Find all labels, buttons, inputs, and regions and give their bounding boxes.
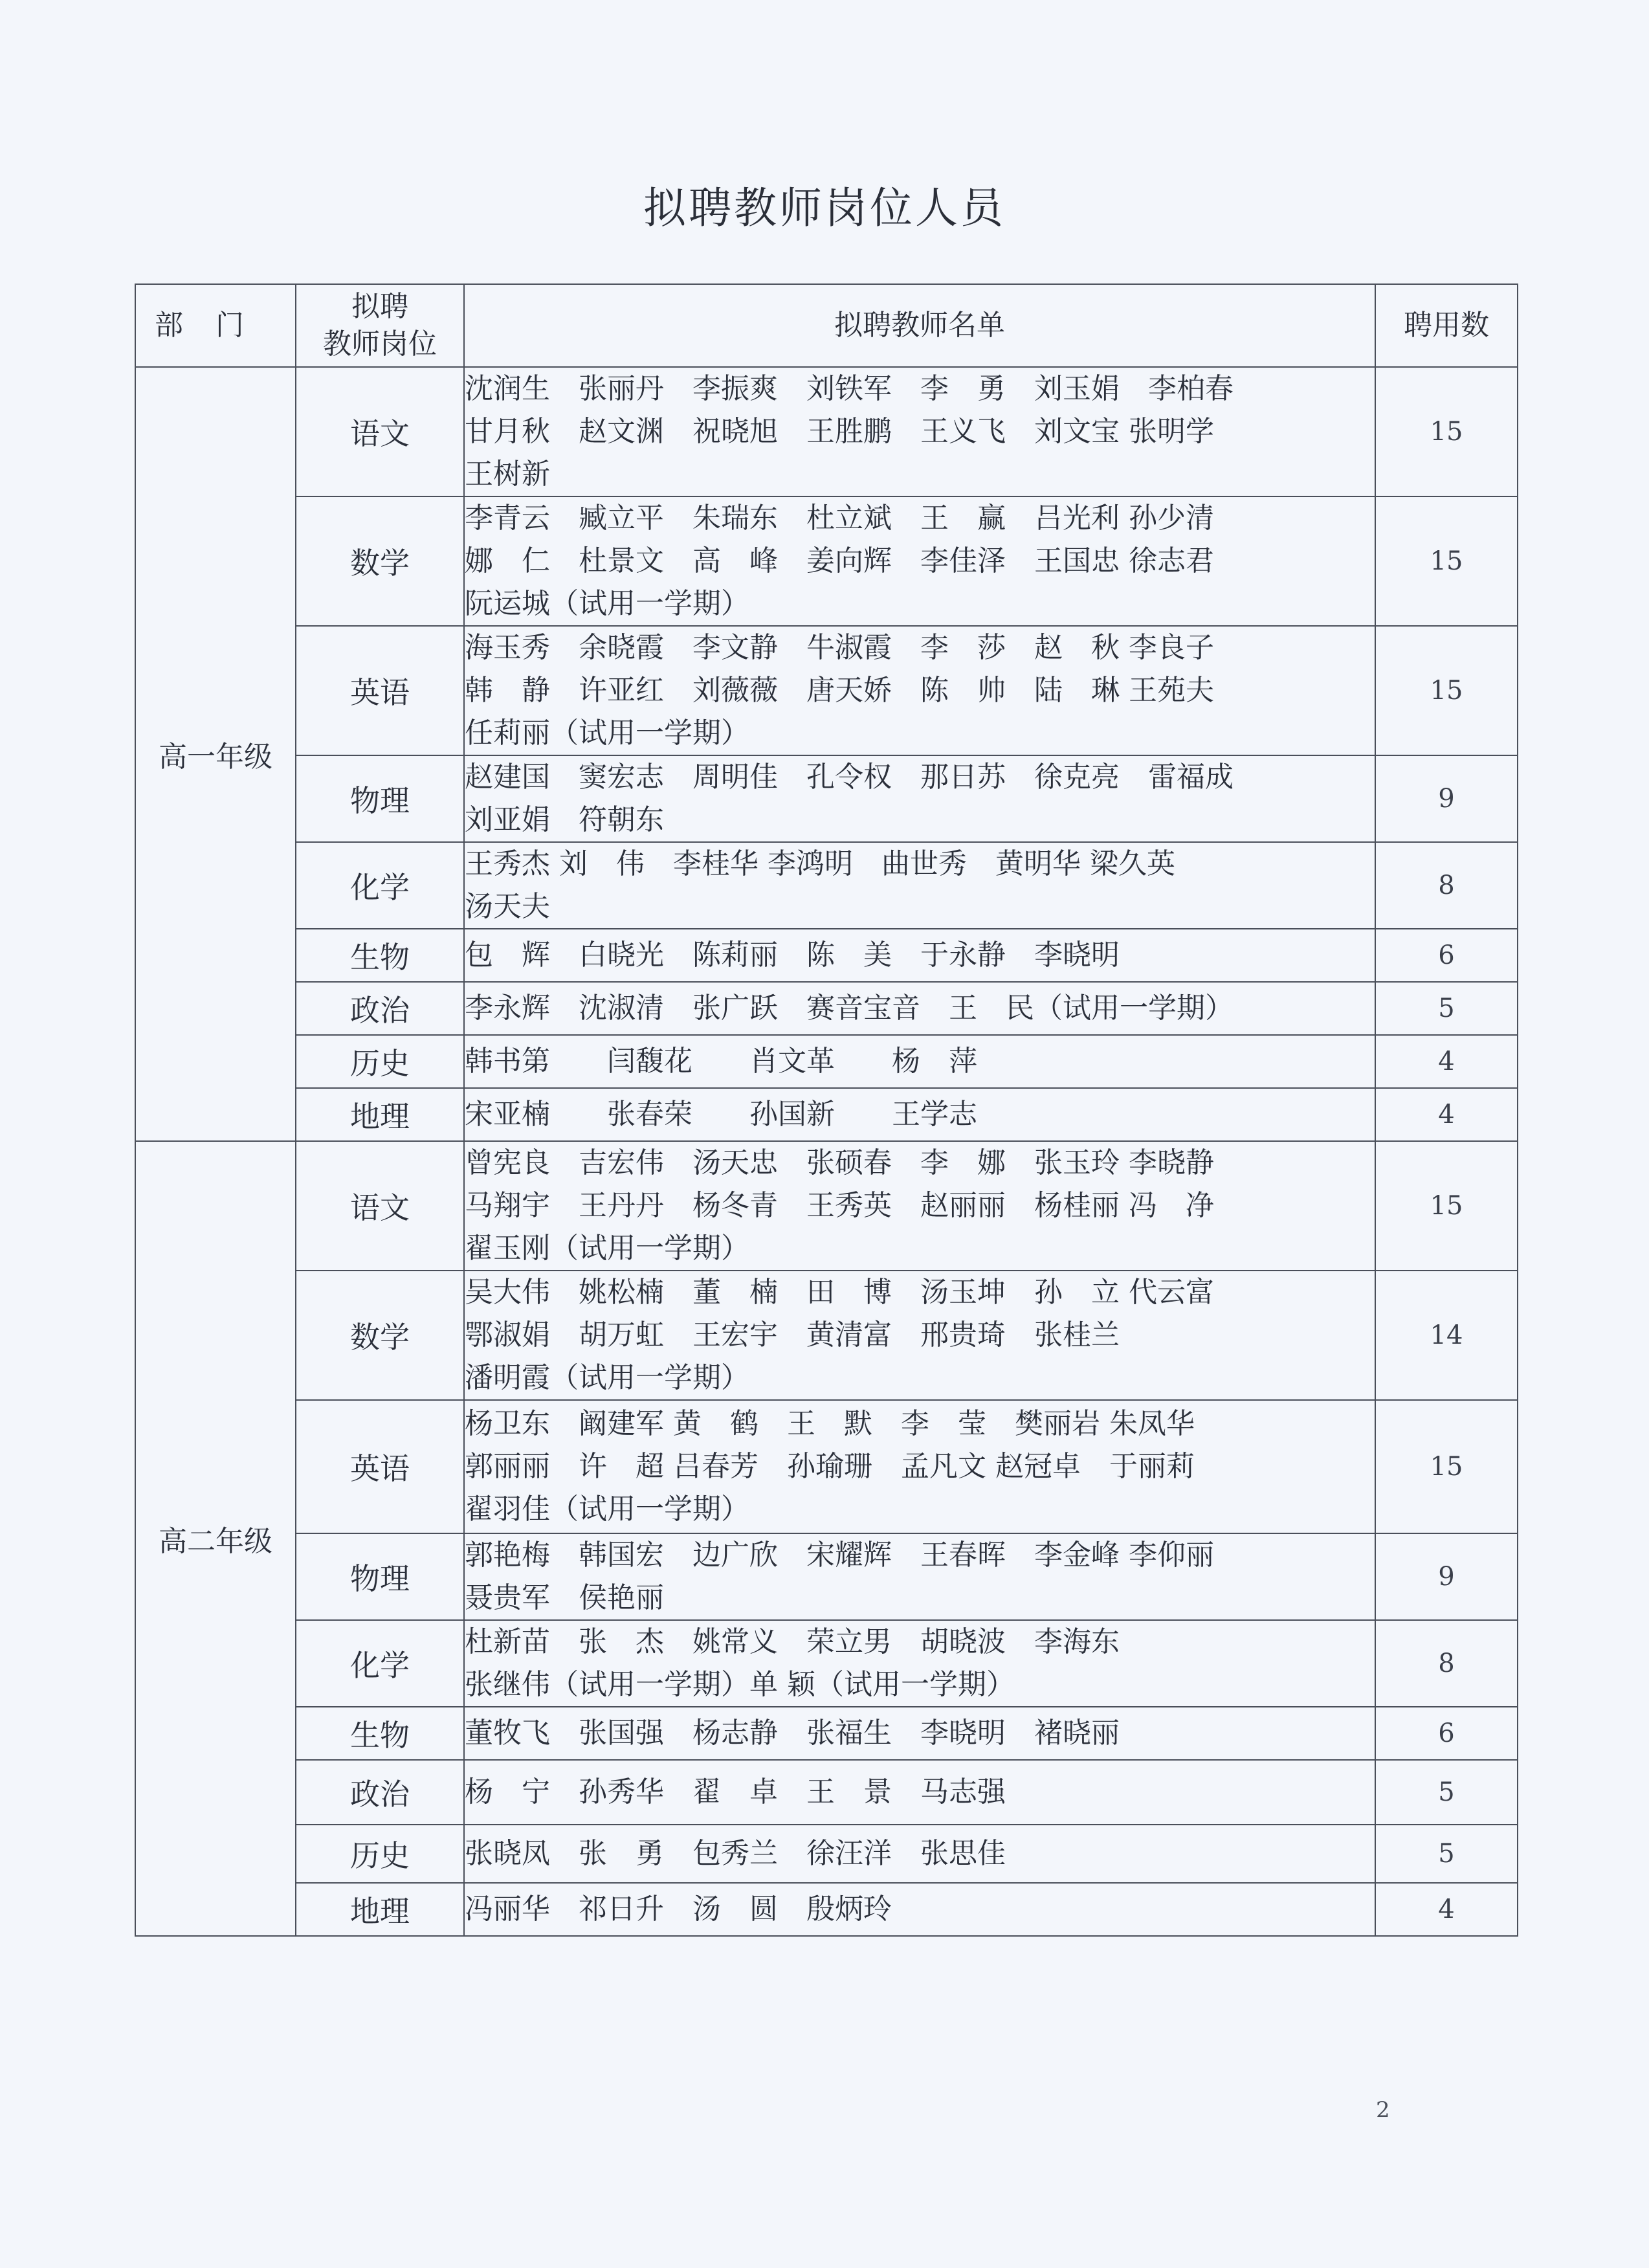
names-cell [464,1620,1375,1707]
document-title: 拟聘教师岗位人员 [643,183,1006,233]
count-cell: 8 [1375,842,1518,929]
names-line: 曾宪良 吉宏伟 汤天忠 张硕春 李 娜 张玉玲 李晓静 [465,1146,1214,1179]
table-row [135,1035,1518,1088]
count-cell: 15 [1375,1400,1518,1533]
count-cell: 15 [1375,367,1518,496]
names-cell [464,755,1375,842]
names-line: 潘明霞（试用一学期） [465,1361,749,1394]
post-cell: 英语 [296,1400,464,1533]
names-line: 任莉丽（试用一学期） [465,717,749,750]
table-row [135,982,1518,1035]
table-row [135,496,1518,626]
names-line: 汤天夫 [465,890,550,923]
count-cell: 4 [1375,1883,1518,1936]
names-line: 张继伟（试用一学期）单 颖（试用一学期） [465,1668,1015,1701]
names-cell [464,496,1375,626]
table-row [135,367,1518,496]
count-cell: 4 [1375,1088,1518,1141]
names-line: 宋亚楠 张春荣 孙国新 王学志 [465,1098,977,1131]
header-department: 部门 [135,284,296,367]
names-line: 马翔宇 王丹丹 杨冬青 王秀英 赵丽丽 杨桂丽 冯 净 [465,1189,1214,1222]
post-cell: 语文 [296,367,464,496]
names-cell [464,1141,1375,1271]
names-cell [464,1760,1375,1825]
count-cell: 5 [1375,1760,1518,1825]
names-cell [464,929,1375,982]
names-cell [464,1088,1375,1141]
table-row [135,929,1518,982]
names-line: 李青云 臧立平 朱瑞东 杜立斌 王 赢 吕光利 孙少清 [465,502,1214,535]
names-cell [464,1533,1375,1620]
count-cell: 15 [1375,496,1518,626]
names-line: 张晓凤 张 勇 包秀兰 徐汪洋 张思佳 [465,1837,1006,1870]
names-line: 沈润生 张丽丹 李振爽 刘铁军 李 勇 刘玉娟 李柏春 [465,372,1234,405]
post-cell: 生物 [296,929,464,982]
names-cell [464,842,1375,929]
table-row [135,1088,1518,1141]
names-line: 王树新 [465,458,550,491]
post-cell: 地理 [296,1088,464,1141]
names-line: 杨卫东 阚建军 黄 鹤 王 默 李 莹 樊丽岩 朱凤华 [465,1407,1195,1440]
names-line: 包 辉 白晓光 陈莉丽 陈 美 于永静 李晓明 [465,939,1120,972]
table-row [135,1533,1518,1620]
post-cell: 政治 [296,1760,464,1825]
table-header-row [135,284,1518,367]
names-line: 李永辉 沈淑清 张广跃 赛音宝音 王 民（试用一学期） [465,992,1234,1025]
post-cell: 物理 [296,1533,464,1620]
count-cell: 5 [1375,982,1518,1035]
table-row [135,1271,1518,1400]
header-post: 拟聘 教师岗位 [296,284,464,367]
table-row [135,1620,1518,1707]
names-line: 翟羽佳（试用一学期） [465,1493,749,1526]
names-cell [464,626,1375,755]
count-cell: 8 [1375,1620,1518,1707]
post-cell: 历史 [296,1825,464,1883]
post-cell: 政治 [296,982,464,1035]
names-cell [464,1400,1375,1533]
names-cell [464,367,1375,496]
names-line: 海玉秀 余晓霞 李文静 牛淑霞 李 莎 赵 秋 李良子 [465,631,1214,664]
post-cell: 英语 [296,626,464,755]
names-cell [464,1707,1375,1760]
names-line: 冯丽华 祁日升 汤 圆 殷炳玲 [465,1893,892,1926]
names-line: 阮运城（试用一学期） [465,587,749,620]
names-line: 鄂淑娟 胡万虹 王宏宇 黄清富 邢贵琦 张桂兰 [465,1318,1120,1351]
count-cell: 5 [1375,1825,1518,1883]
names-line: 赵建国 窦宏志 周明佳 孔令权 那日苏 徐克亮 雷福成 [465,761,1234,794]
names-line: 郭丽丽 许 超 吕春芳 孙瑜珊 孟凡文 赵冠卓 于丽莉 [465,1450,1195,1483]
header-names: 拟聘教师名单 [464,284,1375,367]
table-row [135,842,1518,929]
names-cell [464,982,1375,1035]
names-line: 韩 静 许亚红 刘薇薇 唐天娇 陈 帅 陆 琳 王苑夫 [465,674,1214,707]
post-cell: 物理 [296,755,464,842]
count-cell: 6 [1375,929,1518,982]
post-cell: 历史 [296,1035,464,1088]
names-line: 杨 宁 孙秀华 翟 卓 王 景 马志强 [465,1775,1006,1808]
post-cell: 数学 [296,1271,464,1400]
names-cell [464,1883,1375,1936]
names-line: 王秀杰 刘 伟 李桂华 李鸿明 曲世秀 黄明华 梁久英 [465,847,1175,880]
department-cell: 高一年级 [135,367,296,1141]
names-line: 吴大伟 姚松楠 董 楠 田 博 汤玉坤 孙 立 代云富 [465,1276,1214,1309]
page-number: 2 [1376,2097,1390,2123]
names-line: 聂贵军 侯艳丽 [465,1581,664,1614]
teacher-post-table [135,284,1518,1937]
table-row [135,1707,1518,1760]
names-line: 韩书第 闫馥花 肖文革 杨 萍 [465,1045,977,1078]
header-count: 聘用数 [1375,284,1518,367]
table-row [135,626,1518,755]
post-cell: 语文 [296,1141,464,1271]
post-cell: 地理 [296,1883,464,1936]
count-cell: 4 [1375,1035,1518,1088]
post-cell: 生物 [296,1707,464,1760]
names-line: 翟玉刚（试用一学期） [465,1232,749,1265]
names-cell [464,1825,1375,1883]
names-line: 杜新苗 张 杰 姚常义 荣立男 胡晓波 李海东 [465,1625,1120,1658]
names-line: 娜 仁 杜景文 高 峰 姜向辉 李佳泽 王国忠 徐志君 [465,544,1214,577]
table-row [135,755,1518,842]
count-cell: 6 [1375,1707,1518,1760]
count-cell: 9 [1375,755,1518,842]
names-cell [464,1035,1375,1088]
names-line: 董牧飞 张国强 杨志静 张福生 李晓明 褚晓丽 [465,1717,1120,1750]
names-line: 刘亚娟 符朝东 [465,803,664,836]
table-row [135,1825,1518,1883]
department-cell: 高二年级 [135,1141,296,1936]
post-cell: 化学 [296,842,464,929]
count-cell: 15 [1375,626,1518,755]
names-cell [464,1271,1375,1400]
count-cell: 15 [1375,1141,1518,1271]
count-cell: 14 [1375,1271,1518,1400]
table-row [135,1760,1518,1825]
post-cell: 数学 [296,496,464,626]
post-cell: 化学 [296,1620,464,1707]
table-row [135,1883,1518,1936]
count-cell: 9 [1375,1533,1518,1620]
table-row [135,1400,1518,1533]
names-line: 郭艳梅 韩国宏 边广欣 宋耀辉 王春晖 李金峰 李仰丽 [465,1539,1214,1572]
names-line: 甘月秋 赵文渊 祝晓旭 王胜鹏 王义飞 刘文宝 张明学 [465,415,1214,448]
table-row [135,1141,1518,1271]
